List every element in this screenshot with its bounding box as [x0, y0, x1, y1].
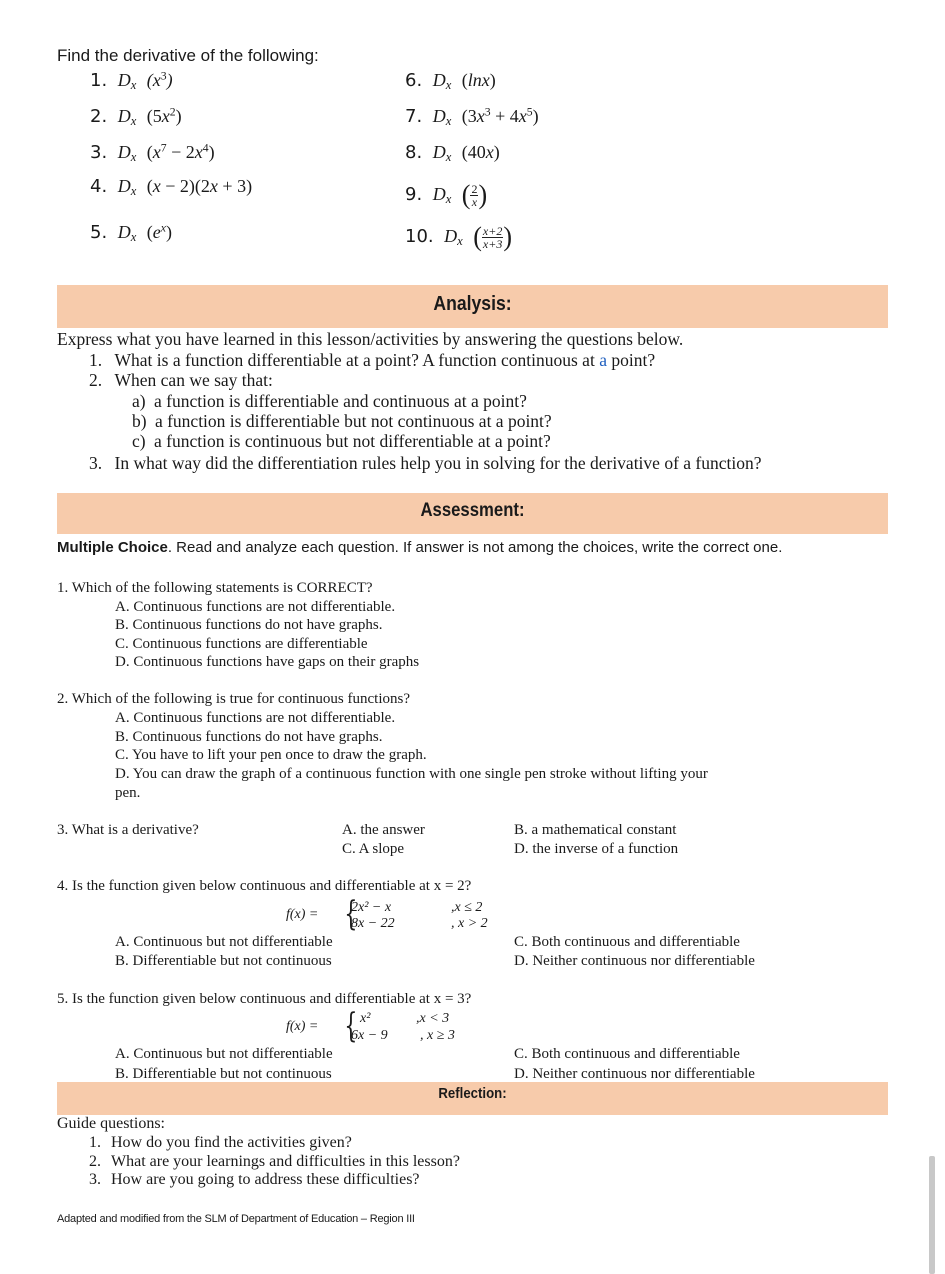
analysis-sub-b: b) a function is differentiable but not continuous at a point? [132, 411, 552, 431]
derivative-item-6: 6. $D_x$ (lnx) [405, 70, 496, 93]
assessment-q4-choice-a[interactable]: A. Continuous but not differentiable [115, 934, 333, 950]
assessment-q4-piece-2-expr: 8x − 22 [351, 916, 395, 931]
assessment-q2-choice-d-cont: pen. [115, 785, 141, 801]
footer-credit: Adapted and modified from the SLM of Department of Education – Region III [57, 1213, 415, 1225]
assessment-q1-choice-b[interactable]: B. Continuous functions do not have graphs. [115, 617, 383, 633]
assessment-q3-question: 3. What is a derivative? [57, 822, 199, 838]
assessment-q2-choice-a[interactable]: A. Continuous functions are not differentiable. [115, 710, 396, 726]
assessment-q3-choice-a[interactable]: A. the answer [342, 822, 425, 838]
analysis-question-2: 2. When can we say that: [89, 370, 273, 390]
assessment-q5-piece-1-expr: x² [360, 1011, 371, 1026]
assessment-q2-question: 2. Which of the following is true for continuous functions? [57, 691, 410, 707]
assessment-q4-piece-1-expr: 2x² − x [351, 900, 392, 915]
assessment-q5-choice-b[interactable]: B. Differentiable but not continuous [115, 1066, 332, 1082]
derivative-item-8: 8. $D_x$ (40x) [405, 142, 500, 165]
assessment-header-band [57, 493, 888, 534]
assessment-q3-choice-c[interactable]: C. A slope [342, 841, 405, 857]
reflection-guide-heading: Guide questions: [57, 1115, 165, 1132]
assessment-q5-piece-1-cond: ,x < 3 [416, 1011, 450, 1026]
analysis-question-1: 1. What is a function differentiable at a point? A function continuous at a point? [89, 350, 656, 370]
assessment-q4-question: 4. Is the function given below continuous and differentiable at x = 2? [57, 878, 472, 894]
derivative-item-10: 10. $D_x$ ( $\frac{x+2}{x+3}$ ) [405, 221, 513, 252]
assessment-q4-choice-d[interactable]: D. Neither continuous nor differentiable [514, 953, 755, 969]
analysis-title: Analysis: [433, 293, 512, 315]
assessment-instructions: Multiple Choice. Read and analyze each question. If answer is not among the choices, write the correct one. [57, 539, 783, 556]
assessment-q1-question: 1. Which of the following statements is CORRECT? [57, 580, 373, 596]
assessment-q2-choice-d[interactable]: D. You can draw the graph of a continuous function with one single pen stroke without lifting your [115, 766, 708, 782]
assessment-q5-piece-2-cond: , x ≥ 3 [420, 1028, 455, 1043]
vertical-scrollbar[interactable] [929, 1156, 935, 1274]
derivative-item-1: 1. $D_x$ $(x^3)$ [90, 69, 173, 93]
derivative-item-3: 3. $D_x$ $(x^7 - 2x^4)$ [90, 141, 215, 165]
reflection-question-3: 3. How are you going to address these difficulties? [89, 1171, 420, 1188]
reflection-question-2: 2. What are your learnings and difficulties in this lesson? [89, 1153, 460, 1170]
assessment-title: Assessment: [420, 500, 525, 521]
assessment-q5-fx-label: f(x) = [286, 1019, 319, 1034]
assessment-q5-brace-icon: { [344, 1006, 358, 1046]
analysis-sub-a: a) a function is differentiable and continuous at a point? [132, 391, 527, 411]
assessment-q5-choice-c[interactable]: C. Both continuous and differentiable [514, 1046, 740, 1062]
assessment-q4-piece-1-cond: ,x ≤ 2 [451, 900, 483, 915]
analysis-header-band [57, 285, 888, 328]
assessment-q5-question: 5. Is the function given below continuous and differentiable at x = 3? [57, 991, 472, 1007]
reflection-title: Reflection: [438, 1085, 507, 1102]
derivative-item-4: 4. $D_x$ (x − 2)(2x + 3) [90, 176, 253, 199]
analysis-question-3: 3. In what way did the differentiation rules help you in solving for the derivative of a function? [89, 453, 762, 473]
assessment-q1-choice-a[interactable]: A. Continuous functions are not differentiable. [115, 599, 396, 615]
assessment-q1-choice-d[interactable]: D. Continuous functions have gaps on their graphs [115, 654, 420, 670]
reflection-header-band [57, 1082, 888, 1115]
assessment-q3-choice-b[interactable]: B. a mathematical constant [514, 822, 677, 838]
assessment-q2-choice-b[interactable]: B. Continuous functions do not have graphs. [115, 729, 383, 745]
derivative-item-7: 7. $D_x$ $(3x^3 + 4x^5)$ [405, 105, 539, 129]
assessment-q3-choice-d[interactable]: D. the inverse of a function [514, 841, 679, 857]
assessment-q5-piece-2-expr: 6x − 9 [351, 1028, 388, 1043]
assessment-q4-choice-c[interactable]: C. Both continuous and differentiable [514, 934, 740, 950]
derivative-item-9: 9. $D_x$ ( $\frac{2}{x}$ ) [405, 179, 488, 210]
assessment-q5-choice-d[interactable]: D. Neither continuous nor differentiable [514, 1066, 755, 1082]
analysis-sub-c: c) a function is continuous but not differentiable at a point? [132, 431, 551, 451]
analysis-intro: Express what you have learned in this lesson/activities by answering the questions below. [57, 329, 684, 349]
assessment-q1-choice-c[interactable]: C. Continuous functions are differentiable [115, 636, 368, 652]
derivatives-heading: Find the derivative of the following: [57, 46, 319, 65]
derivative-item-2: 2. $D_x$ $(5x^2)$ [90, 105, 182, 129]
reflection-question-1: 1. How do you find the activities given? [89, 1134, 352, 1151]
assessment-q5-choice-a[interactable]: A. Continuous but not differentiable [115, 1046, 333, 1062]
derivative-item-5: 5. $D_x$ $(e^x)$ [90, 221, 172, 245]
assessment-q4-fx-label: f(x) = [286, 907, 319, 922]
assessment-q2-choice-c[interactable]: C. You have to lift your pen once to draw the graph. [115, 747, 427, 763]
assessment-q4-brace-icon: { [344, 894, 358, 934]
assessment-q4-piece-2-cond: , x > 2 [451, 916, 488, 931]
assessment-q4-choice-b[interactable]: B. Differentiable but not continuous [115, 953, 332, 969]
